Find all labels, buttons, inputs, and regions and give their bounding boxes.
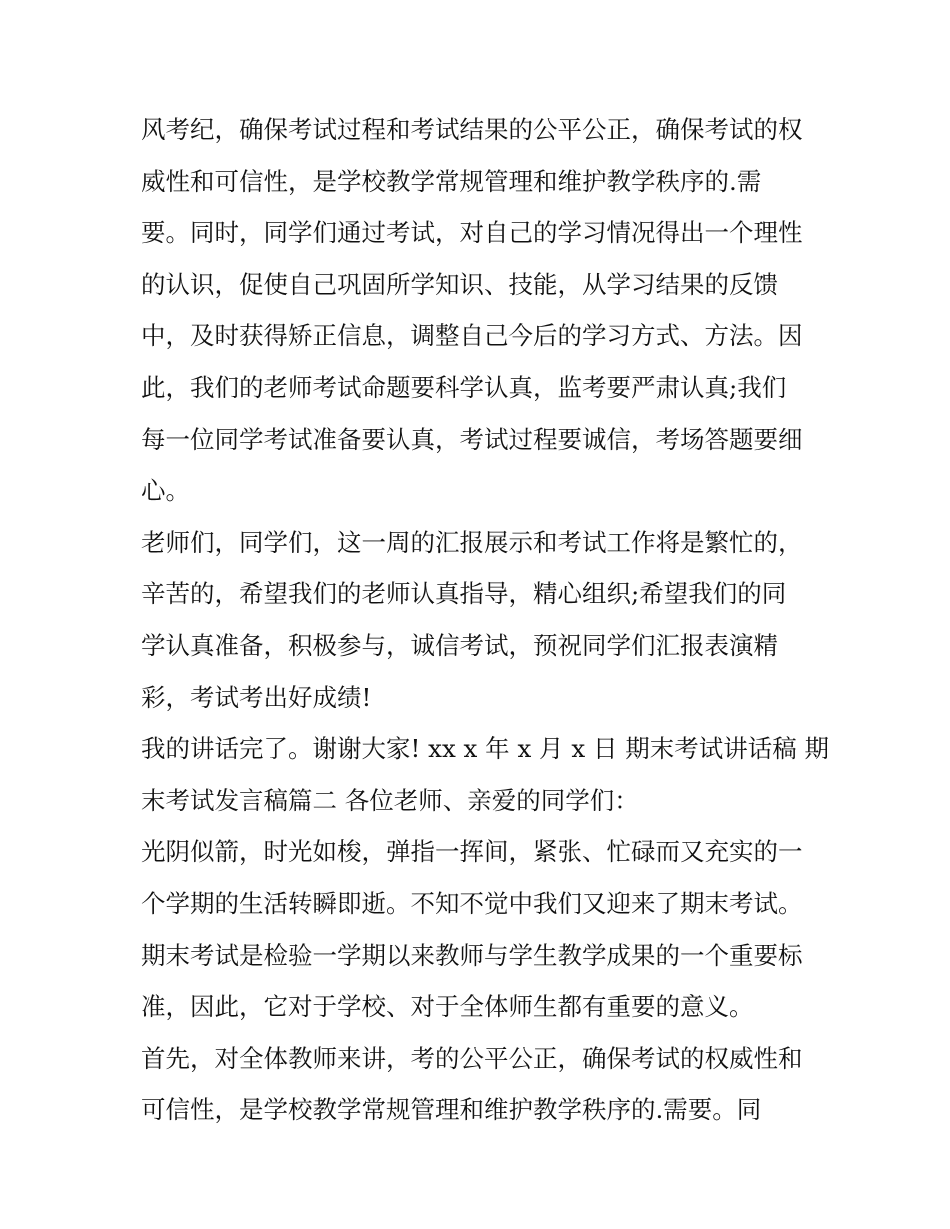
- text-line-2: 威性和可信性，是学校教学常规管理和维护教学秩序的.需: [141, 166, 762, 196]
- text-line-13: 我的讲话完了。谢谢大家! xx x 年 x 月 x 日 期末考试讲话稿 期: [141, 734, 830, 764]
- text-line-19: 首先，对全体教师来讲，考的公平公正，确保考试的权威性和: [141, 1043, 803, 1073]
- text-line-6: 此，我们的老师考试命题要科学认真，监考要严肃认真;我们: [141, 372, 787, 402]
- text-line-12: 彩，考试考出好成绩!: [141, 682, 372, 712]
- text-line-7: 每一位同学考试准备要认真，考试过程要诚信，考场答题要细: [141, 424, 803, 454]
- text-line-17: 期末考试是检验一学期以来教师与学生教学成果的一个重要标: [141, 940, 803, 970]
- text-line-1: 风考纪，确保考试过程和考试结果的公平公正，确保考试的权: [141, 115, 803, 144]
- text-line-14: 末考试发言稿篇二 各位老师、亲爱的同学们：: [141, 785, 639, 815]
- body-text: [141, 104, 830, 1136]
- text-line-15: 光阴似箭，时光如梭，弹指一挥间，紧张、忙碌而又充实的一: [141, 837, 803, 867]
- text-line-9: 老师们，同学们，这一周的汇报展示和考试工作将是繁忙的，: [141, 527, 803, 557]
- text-line-16: 个学期的生活转瞬即逝。不知不觉中我们又迎来了期末考试。: [141, 888, 803, 918]
- text-line-8: 心。: [141, 476, 190, 506]
- text-line-11: 学认真准备，积极参与，诚信考试，预祝同学们汇报表演精: [141, 630, 778, 660]
- text-line-18: 准，因此，它对于学校、对于全体师生都有重要的意义。: [141, 992, 754, 1022]
- text-line-3: 要。同时，同学们通过考试，对自己的学习情况得出一个理性: [141, 218, 803, 248]
- text-line-20: 可信性，是学校教学常规管理和维护教学秩序的.需要。同: [141, 1095, 762, 1125]
- text-line-10: 辛苦的，希望我们的老师认真指导，精心组织;希望我们的同: [141, 579, 787, 609]
- text-line-5: 中，及时获得矫正信息，调整自己今后的学习方式、方法。因: [141, 321, 803, 351]
- text-line-4: 的认识，促使自己巩固所学知识、技能，从学习结果的反馈: [141, 269, 778, 299]
